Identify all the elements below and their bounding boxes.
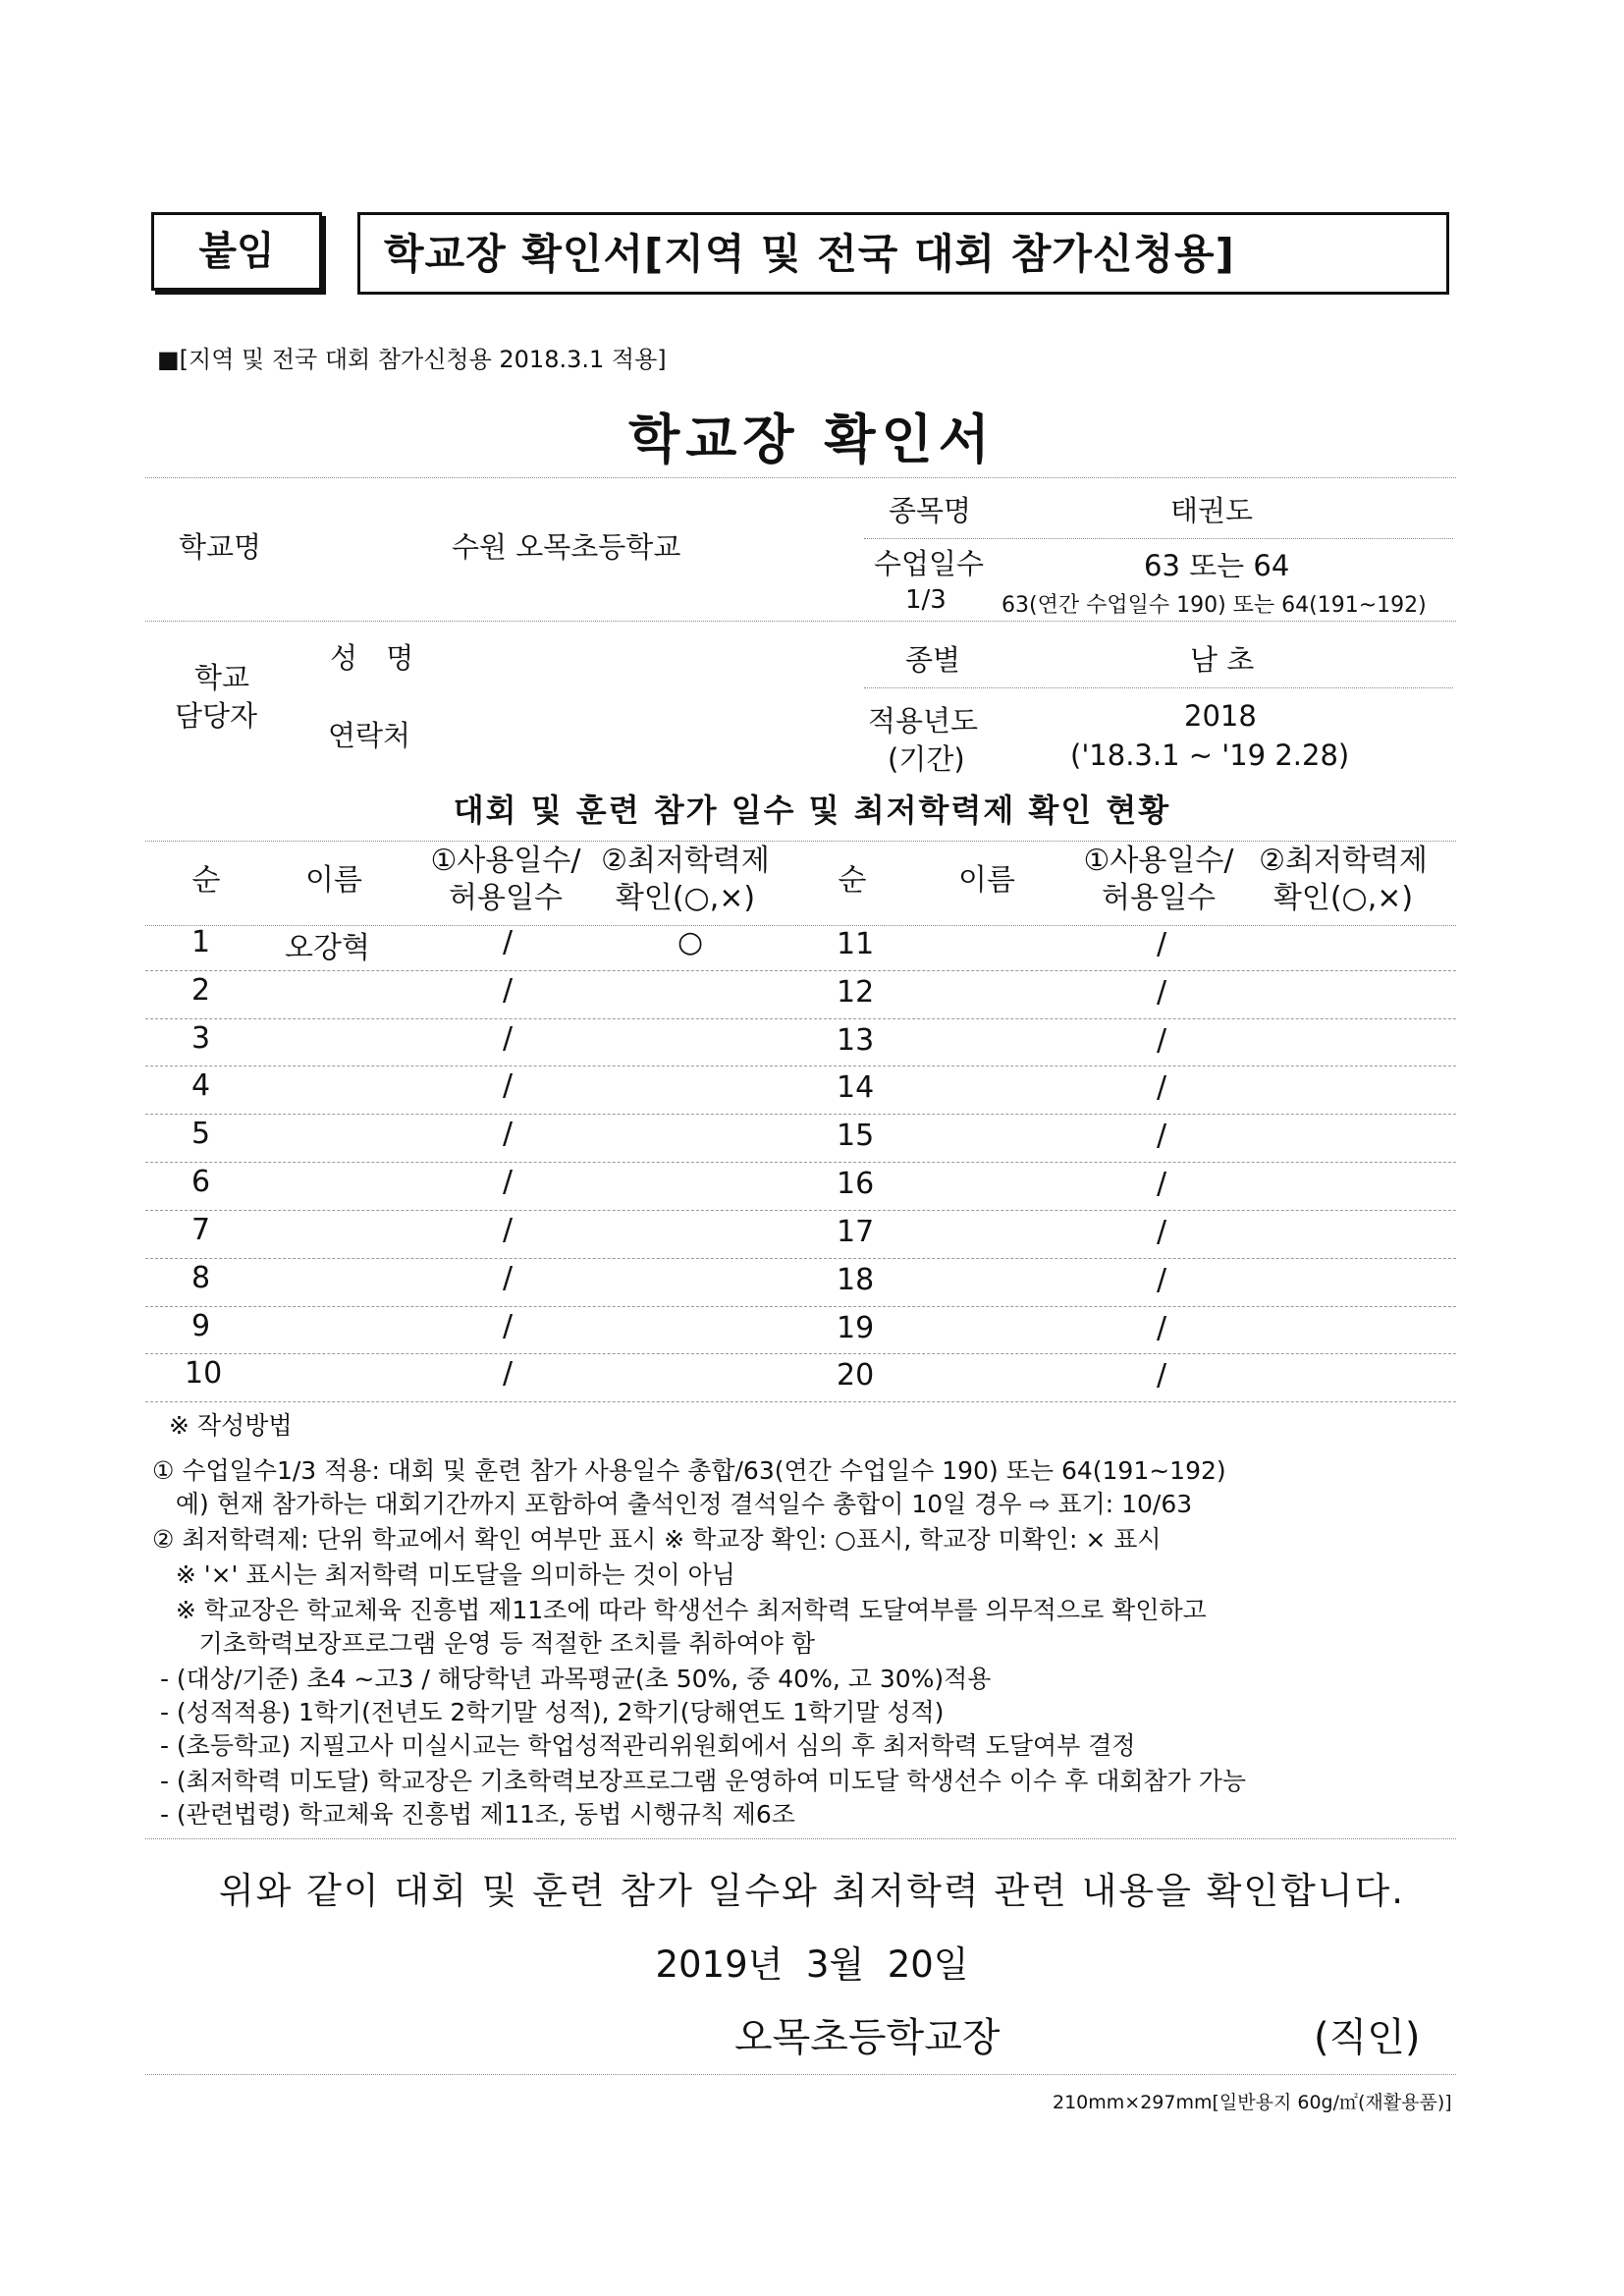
category-rule bbox=[864, 687, 1453, 688]
col-name-left: 이름 bbox=[305, 863, 362, 898]
instruction-line: - (관련법령) 학교체육 진흥법 제11조, 동법 시행규칙 제6조 bbox=[152, 1800, 795, 1829]
section-title: 대회 및 훈련 참가 일수 및 최저학력제 확인 현황 bbox=[453, 792, 1171, 829]
row-no: 3 bbox=[191, 1021, 211, 1056]
col-check-left-2: 확인(○,×) bbox=[615, 881, 756, 915]
paper-spec: 210mm×297mm[일반용지 60g/㎡(재활용품)] bbox=[1053, 2092, 1452, 2113]
row-days: / bbox=[503, 1309, 514, 1343]
instructions-bottom-rule bbox=[145, 1838, 1456, 1839]
instruction-line: ※ 학교장은 학교체육 진흥법 제11조에 따라 학생선수 최저학력 도달여부를 의무적으로 확인하고 bbox=[152, 1596, 1207, 1624]
row-days: / bbox=[1157, 1167, 1167, 1201]
col-check-right-2: 확인(○,×) bbox=[1272, 881, 1414, 915]
staff-label-2: 담당자 bbox=[175, 699, 258, 733]
row-no: 5 bbox=[191, 1117, 211, 1151]
row-days: / bbox=[1157, 1263, 1167, 1297]
row-no: 18 bbox=[837, 1263, 875, 1297]
event-rule bbox=[864, 538, 1453, 539]
period-value: ('18.3.1 ~ '19 2.28) bbox=[1070, 738, 1350, 772]
row-no: 7 bbox=[191, 1213, 211, 1247]
attachment-tag-label: 붙임 bbox=[198, 229, 275, 274]
row-no: 14 bbox=[837, 1070, 875, 1105]
instruction-line: 기초학력보장프로그램 운영 등 적절한 조치를 취하여야 함 bbox=[152, 1629, 815, 1658]
category-value: 남 초 bbox=[1190, 643, 1255, 677]
col-days-right-1: ①사용일수/ bbox=[1083, 844, 1234, 878]
row-no: 10 bbox=[185, 1356, 223, 1391]
row-no: 2 bbox=[191, 973, 211, 1008]
row-days: / bbox=[1157, 927, 1167, 961]
row-rule bbox=[145, 970, 1456, 971]
instruction-line: 예) 현재 참가하는 대회기간까지 포함하여 출석인정 결석일수 총합이 10일 경우 ⇨ 표기: 10/63 bbox=[152, 1490, 1193, 1518]
event-value: 태권도 bbox=[1170, 494, 1254, 527]
col-days-left-2: 허용일수 bbox=[449, 881, 563, 915]
row-days: / bbox=[1157, 1023, 1167, 1058]
row-rule bbox=[145, 1258, 1456, 1259]
row-days: / bbox=[503, 1261, 514, 1295]
school-value: 수원 오목초등학교 bbox=[452, 530, 681, 564]
row-days: / bbox=[503, 925, 514, 959]
official-seal: (직인) bbox=[1314, 2015, 1421, 2060]
document-header-title-text: 학교장 확인서[지역 및 전국 대회 참가신청용] bbox=[384, 230, 1235, 278]
instruction-line: ① 수업일수1/3 적용: 대회 및 훈련 참가 사용일수 총합/63(연간 수업일수 190) 또는 64(191~192) bbox=[152, 1456, 1226, 1485]
instruction-line: ※ '×' 표시는 최저학력 미도달을 의미하는 것이 아님 bbox=[152, 1560, 735, 1589]
col-days-left-1: ①사용일수/ bbox=[430, 844, 581, 878]
event-label: 종목명 bbox=[889, 494, 972, 527]
principal-signature: 오목초등학교장 bbox=[734, 2015, 1001, 2060]
contact-label: 연락처 bbox=[328, 719, 411, 752]
row-days: / bbox=[503, 1068, 514, 1103]
col-days-right-2: 허용일수 bbox=[1102, 881, 1216, 915]
main-title: 학교장 확인서 bbox=[628, 409, 996, 470]
row-no: 19 bbox=[837, 1311, 875, 1345]
row-no: 15 bbox=[837, 1119, 875, 1153]
row-days: / bbox=[1157, 1358, 1167, 1393]
row-days: / bbox=[503, 1213, 514, 1247]
year-label: 적용년도 bbox=[868, 704, 979, 738]
row-days: / bbox=[503, 1356, 514, 1391]
instruction-line: - (초등학교) 지필고사 미실시교는 학업성적관리위원회에서 심의 후 최저학력 도달여부 결정 bbox=[152, 1731, 1136, 1760]
row-no: 20 bbox=[837, 1358, 875, 1393]
info-middle-rule bbox=[145, 621, 1456, 622]
row-days: / bbox=[1157, 1311, 1167, 1345]
document-header-title bbox=[357, 212, 1449, 295]
row-no: 6 bbox=[191, 1165, 211, 1199]
row-no: 17 bbox=[837, 1215, 875, 1249]
col-name-right: 이름 bbox=[958, 863, 1015, 898]
instruction-line: - (대상/기준) 초4 ~고3 / 해당학년 과목평균(초 50%, 중 40%, 고 30%)적용 bbox=[152, 1665, 992, 1693]
usage-note: ■[지역 및 전국 대회 참가신청용 2018.3.1 적용] bbox=[157, 346, 667, 373]
year-value: 2018 bbox=[1184, 699, 1257, 733]
category-label: 종별 bbox=[905, 643, 961, 677]
days-label: 수업일수 bbox=[874, 547, 985, 580]
col-check-right-1: ②최저학력제 bbox=[1259, 844, 1428, 878]
row-name: 오강혁 bbox=[285, 931, 370, 965]
row-days: / bbox=[503, 1165, 514, 1199]
row-no: 16 bbox=[837, 1167, 875, 1201]
attachment-tag bbox=[151, 212, 322, 291]
row-rule bbox=[145, 1401, 1456, 1402]
row-rule bbox=[145, 1353, 1456, 1354]
issue-date: 2019년 3월 20일 bbox=[655, 1943, 969, 1986]
row-no: 9 bbox=[191, 1309, 211, 1343]
row-no: 12 bbox=[837, 975, 875, 1010]
row-rule bbox=[145, 1114, 1456, 1115]
col-no-left: 순 bbox=[191, 863, 221, 898]
instruction-line: - (최저학력 미도달) 학교장은 기초학력보장프로그램 운영하여 미도달 학생선수 이수 후 대회참가 가능 bbox=[152, 1767, 1247, 1795]
row-days: / bbox=[1157, 1070, 1167, 1105]
row-days: / bbox=[1157, 1215, 1167, 1249]
row-no: 11 bbox=[837, 927, 875, 961]
col-check-left-1: ②최저학력제 bbox=[601, 844, 770, 878]
footer-rule bbox=[145, 2074, 1456, 2075]
col-no-right: 순 bbox=[838, 863, 867, 898]
instruction-line: - (성적적용) 1학기(전년도 2학기말 성적), 2학기(당해연도 1학기말 성적) bbox=[152, 1698, 945, 1726]
ratio-label: 1/3 bbox=[905, 585, 947, 615]
row-no: 1 bbox=[191, 925, 211, 959]
row-days: / bbox=[503, 973, 514, 1008]
row-rule bbox=[145, 1162, 1456, 1163]
ratio-value: 63(연간 수업일수 190) 또는 64(191~192) bbox=[1001, 593, 1427, 618]
school-label: 학교명 bbox=[179, 530, 262, 564]
row-check: ○ bbox=[677, 925, 704, 959]
confirmation-text: 위와 같이 대회 및 훈련 참가 일수와 최저학력 관련 내용을 확인합니다. bbox=[218, 1870, 1406, 1912]
period-label: (기간) bbox=[888, 742, 965, 776]
row-rule bbox=[145, 1018, 1456, 1019]
instructions-heading: ※ 작성방법 bbox=[169, 1411, 293, 1440]
row-no: 4 bbox=[191, 1068, 211, 1103]
row-no: 13 bbox=[837, 1023, 875, 1058]
row-days: / bbox=[1157, 975, 1167, 1010]
instruction-line: ② 최저학력제: 단위 학교에서 확인 여부만 표시 ※ 학교장 확인: ○표시, 학교장 미확인: × 표시 bbox=[152, 1525, 1162, 1554]
staff-label-1: 학교 bbox=[194, 661, 250, 694]
row-days: / bbox=[503, 1117, 514, 1151]
days-value: 63 또는 64 bbox=[1144, 549, 1290, 582]
row-days: / bbox=[503, 1021, 514, 1056]
name-label: 성 명 bbox=[330, 641, 424, 675]
row-rule bbox=[145, 1306, 1456, 1307]
row-no: 8 bbox=[191, 1261, 211, 1295]
row-rule bbox=[145, 1210, 1456, 1211]
info-top-rule bbox=[145, 477, 1456, 478]
row-days: / bbox=[1157, 1119, 1167, 1153]
